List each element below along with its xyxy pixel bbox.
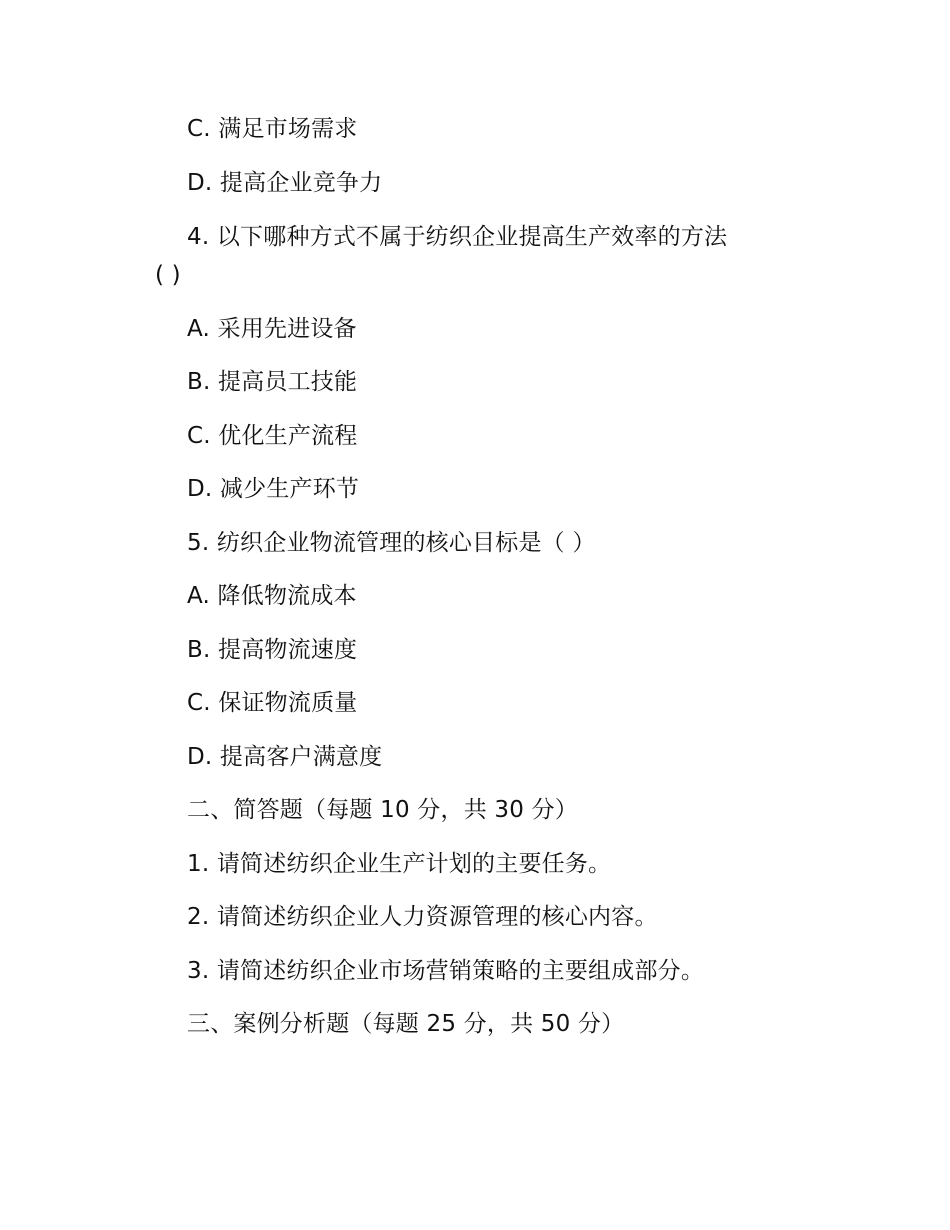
option-b-q5: B. 提高物流速度 bbox=[187, 637, 358, 663]
short-answer-2: 2. 请简述纺织企业人力资源管理的核心内容。 bbox=[187, 904, 658, 930]
option-c-q5: C. 保证物流质量 bbox=[187, 690, 358, 716]
question-4-blank: ( ) bbox=[155, 262, 181, 288]
option-d-q3: D. 提高企业竞争力 bbox=[187, 170, 383, 196]
option-c-q4: C. 优化生产流程 bbox=[187, 423, 358, 449]
option-c-q3: C. 满足市场需求 bbox=[187, 116, 358, 142]
question-4: 4. 以下哪种方式不属于纺织企业提高生产效率的方法 bbox=[187, 224, 728, 250]
short-answer-1: 1. 请简述纺织企业生产计划的主要任务。 bbox=[187, 851, 612, 877]
section-2-heading: 二、简答题（每题 10 分，共 30 分） bbox=[187, 797, 578, 823]
option-d-q4: D. 减少生产环节 bbox=[187, 476, 360, 502]
option-b-q4: B. 提高员工技能 bbox=[187, 369, 358, 395]
option-a-q4: A. 采用先进设备 bbox=[187, 316, 357, 342]
short-answer-3: 3. 请简述纺织企业市场营销策略的主要组成部分。 bbox=[187, 958, 705, 984]
option-a-q5: A. 降低物流成本 bbox=[187, 583, 357, 609]
section-3-heading: 三、案例分析题（每题 25 分，共 50 分） bbox=[187, 1011, 625, 1037]
option-d-q5: D. 提高客户满意度 bbox=[187, 744, 383, 770]
question-5: 5. 纺织企业物流管理的核心目标是（ ） bbox=[187, 530, 596, 556]
